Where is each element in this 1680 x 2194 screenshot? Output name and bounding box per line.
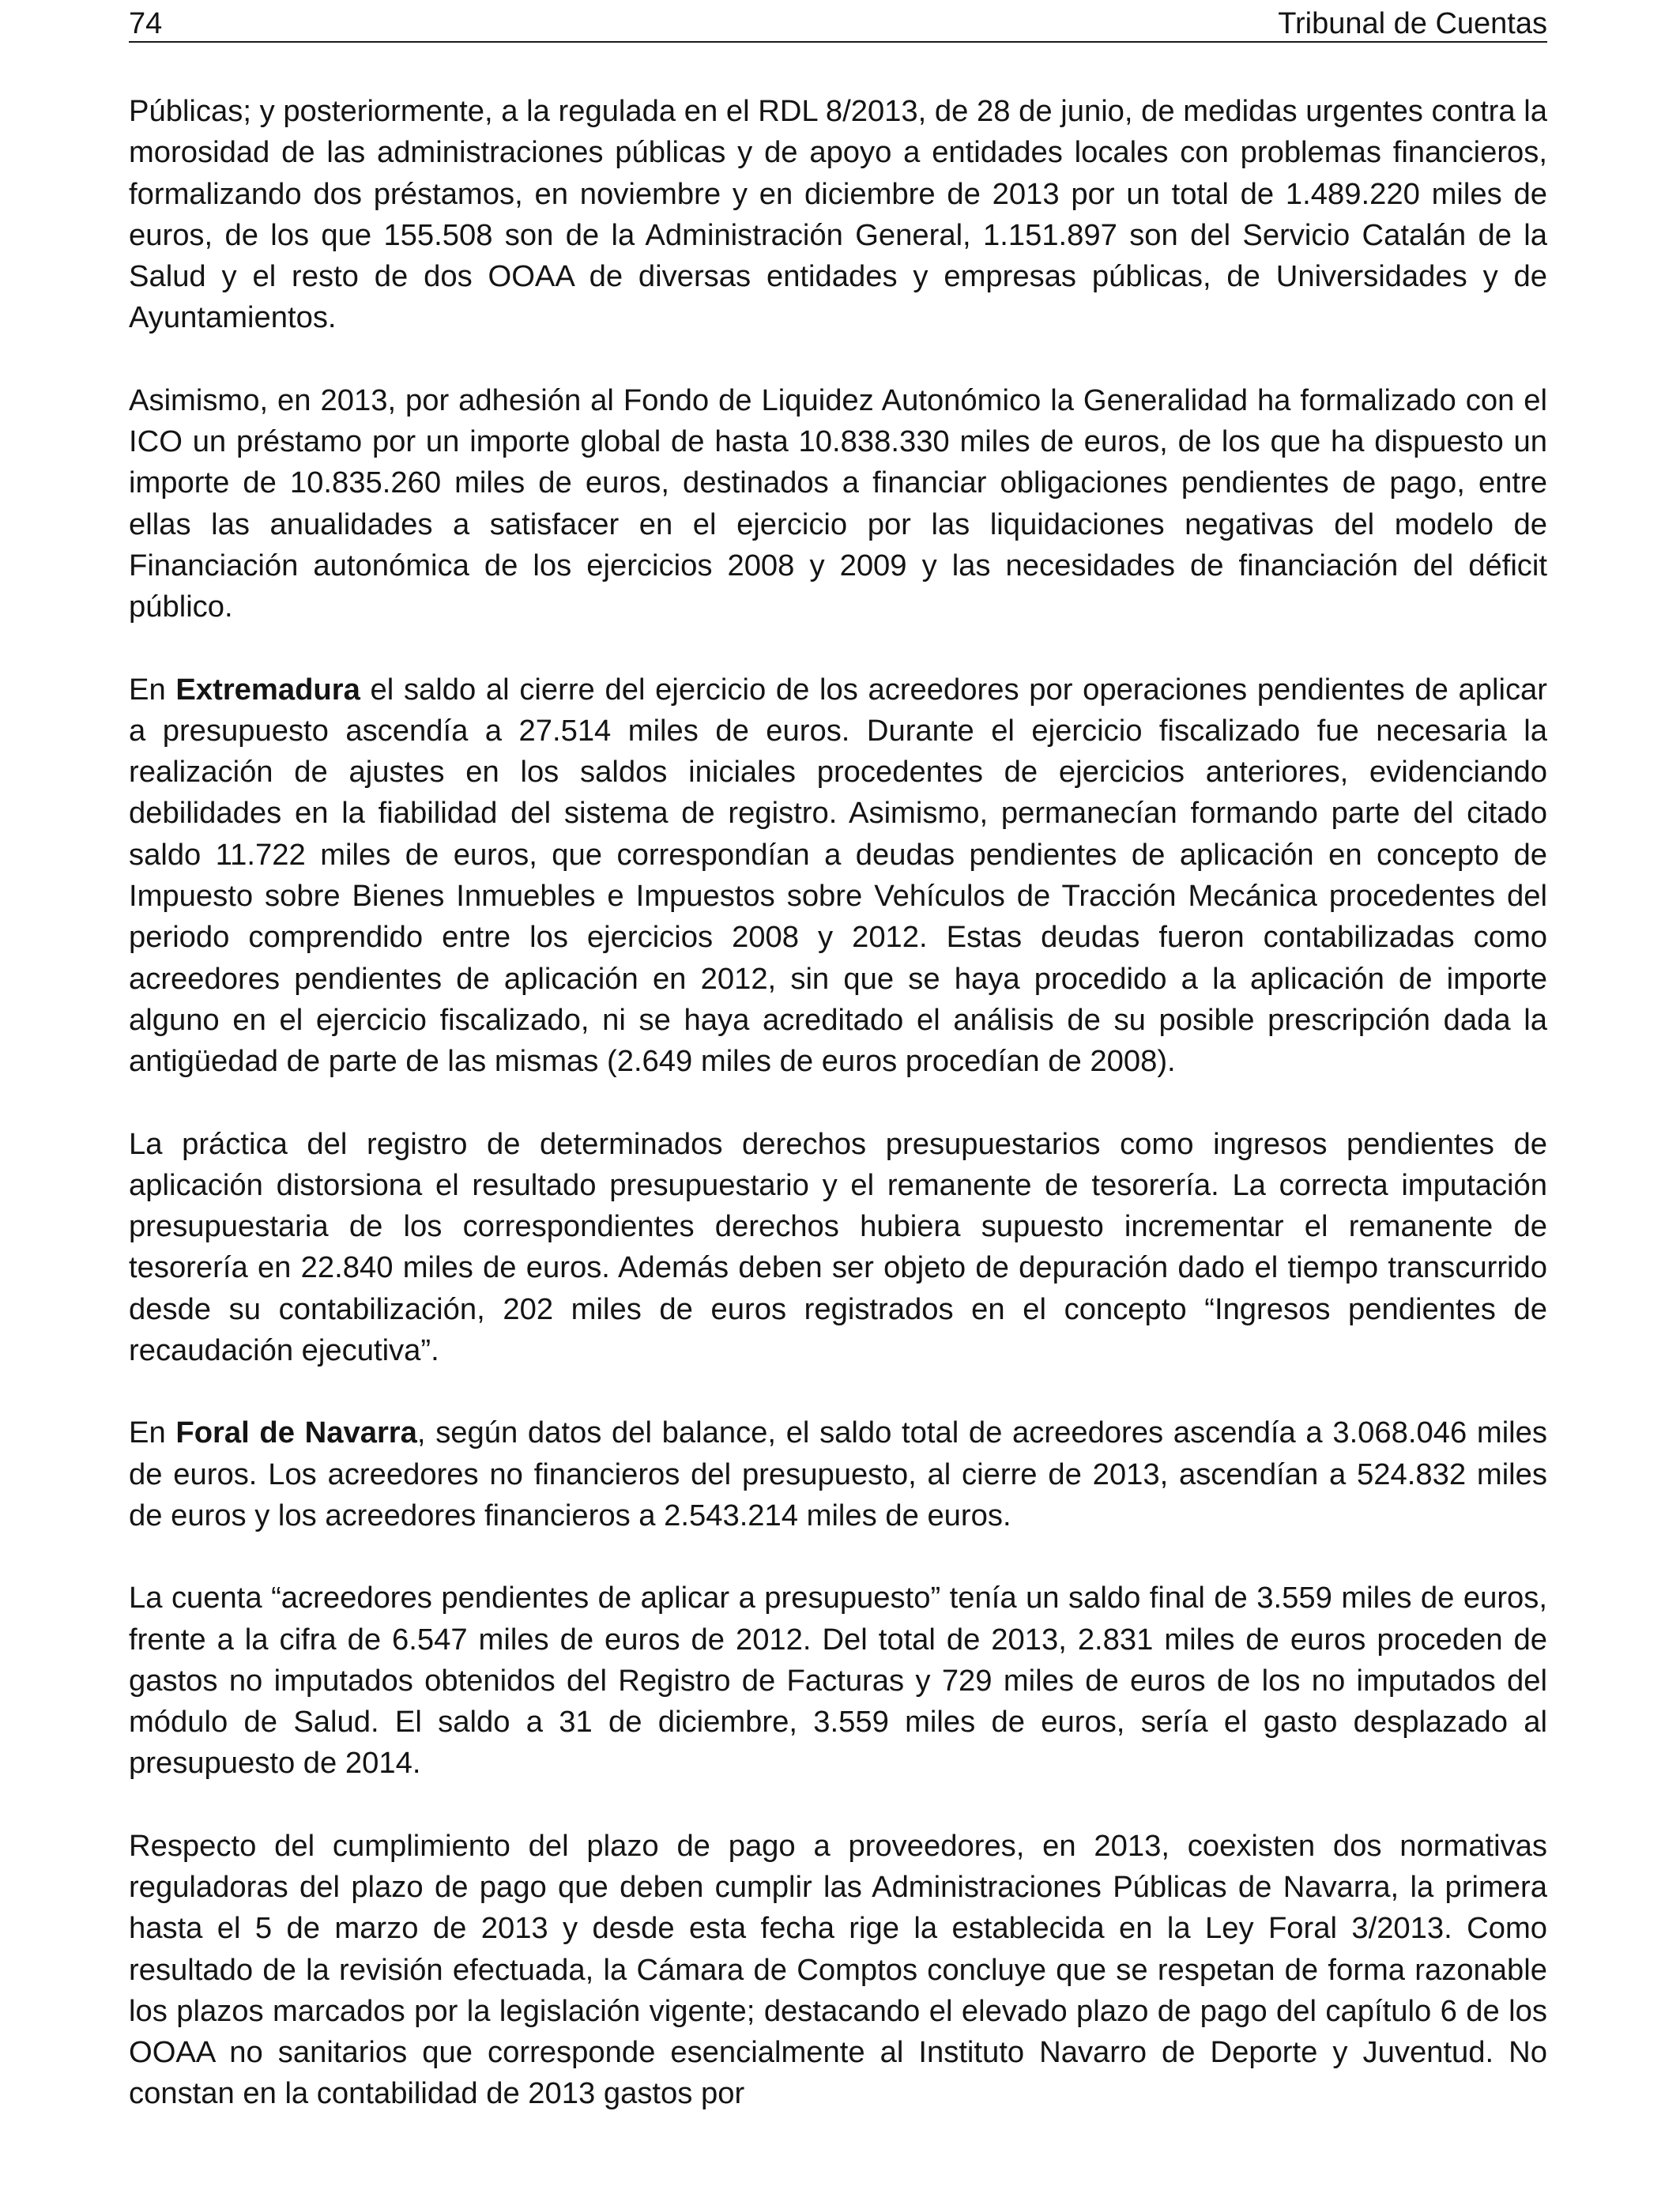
paragraph-registro-derechos [129,1124,1547,1372]
paragraph-text: Asimismo, en 2013, por adhesión al Fondo de Liquidez Autonómico la Generalidad ha formalizado con el ICO un préstamo por un importe global de hasta 10.838.330 miles de euros, de los que ha dispuesto un importe de 10.835.260 miles de euros, destinados a financiar obligaciones pendientes de pago, entre ellas las anualidades a satisfacer en el ejercicio por las liquidaciones negativas del modelo de Financiación autonómica de los ejercicios 2008 y 2009 y las necesidades de financiación del déficit público. [129,383,1547,624]
paragraph-text: Respecto del cumplimiento del plazo de pago a proveedores, en 2013, coexisten dos normativas reguladoras del plazo de pago que deben cumplir las Administraciones Públicas de Navarra, la primera hasta el 5 de marzo de 2013 y desde esta fecha rige la establecida en la Ley Foral 3/2013. Como resultado de la revisión efectuada, la Cámara de Comptos concluye que se respetan de forma razonable los plazos marcados por la legislación vigente; destacando el elevado plazo de pago del capítulo 6 de los OOAA no sanitarios que corresponde esencialmente al Instituto Navarro de Deporte y Juventud. No constan en la contabilidad de 2013 gastos por [129,1828,1547,2111]
page-header [129,6,1547,43]
paragraph-text: Públicas; y posteriormente, a la regulada en el RDL 8/2013, de 28 de junio, de medidas urgentes contra la morosidad de las administraciones públicas y de apoyo a entidades locales con problemas financieros, formalizando dos préstamos, en noviembre y en diciembre de 2013 por un total de 1.489.220 miles de euros, de los que 155.508 son de la Administración General, 1.151.897 son del Servicio Catalán de la Salud y el resto de dos OOAA de diversas entidades y empresas públicas, de Universidades y de Ayuntamientos. [129,94,1547,335]
region-name-extremadura: Extremadura [175,672,360,707]
paragraph-cuenta-acreedores [129,1578,1547,1784]
paragraph-cataluna-loans [129,91,1547,339]
body-text [129,91,1547,2156]
paragraph-fla-loan [129,380,1547,628]
paragraph-plazo-pago [129,1826,1547,2115]
paragraph-text: , según datos del balance, el saldo total de acreedores ascendía a 3.068.046 miles de euros. Los acreedores no financieros del presupuesto, al cierre de 2013, ascendían a 524.832 miles de euros y los acreedores financieros a 2.543.214 miles de euros. [129,1416,1548,1532]
paragraph-extremadura [129,669,1547,1083]
page-number: 74 [129,7,163,40]
paragraph-lead: En [129,1416,176,1450]
running-title: Tribunal de Cuentas [1278,7,1547,40]
paragraph-lead: En [129,672,176,707]
paragraph-navarra [129,1412,1547,1536]
paragraph-text: La práctica del registro de determinados derechos presupuestarios como ingresos pendientes de aplicación distorsiona el resultado presupuestario y el remanente de tesorería. La correcta imputación presupuestaria de los correspondientes derechos hubiera supuesto incrementar el remanente de tesorería en 22.840 miles de euros. Además deben ser objeto de depuración dado el tiempo transcurrido desde su contabilización, 202 miles de euros registrados en el concepto “Ingresos pendientes de recaudación ejecutiva”. [129,1126,1547,1368]
region-name-navarra: Foral de Navarra [175,1416,417,1450]
paragraph-text: La cuenta “acreedores pendientes de aplicar a presupuesto” tenía un saldo final de 3.559 miles de euros, frente a la cifra de 6.547 miles de euros de 2012. Del total de 2013, 2.831 miles de euros proceden de gastos no imputados obtenidos del Registro de Facturas y 729 miles de euros de los no imputados del módulo de Salud. El saldo a 31 de diciembre, 3.559 miles de euros, sería el gasto desplazado al presupuesto de 2014. [129,1581,1547,1781]
paragraph-text: el saldo al cierre del ejercicio de los acreedores por operaciones pendientes de aplicar a presupuesto ascendía a 27.514 miles de euros. Durante el ejercicio fiscalizado fue necesaria la realización de ajustes en los saldos iniciales procedentes de ejercicios anteriores, evidenciando debilidades en la fiabilidad del sistema de registro. Asimismo, permanecían formando parte del citado saldo 11.722 miles de euros, que correspondían a deudas pendientes de aplicación en concepto de Impuesto sobre Bienes Inmuebles e Impuestos sobre Vehículos de Tracción Mecánica procedentes del periodo comprendido entre los ejercicios 2008 y 2012. Estas deudas fueron contabilizadas como acreedores pendientes de aplicación en 2012, sin que se haya procedido a la aplicación de importe alguno en el ejercicio fiscalizado, ni se haya acreditado el análisis de su posible prescripción dada la antigüedad de parte de las mismas (2.649 miles de euros procedían de 2008). [129,672,1547,1079]
